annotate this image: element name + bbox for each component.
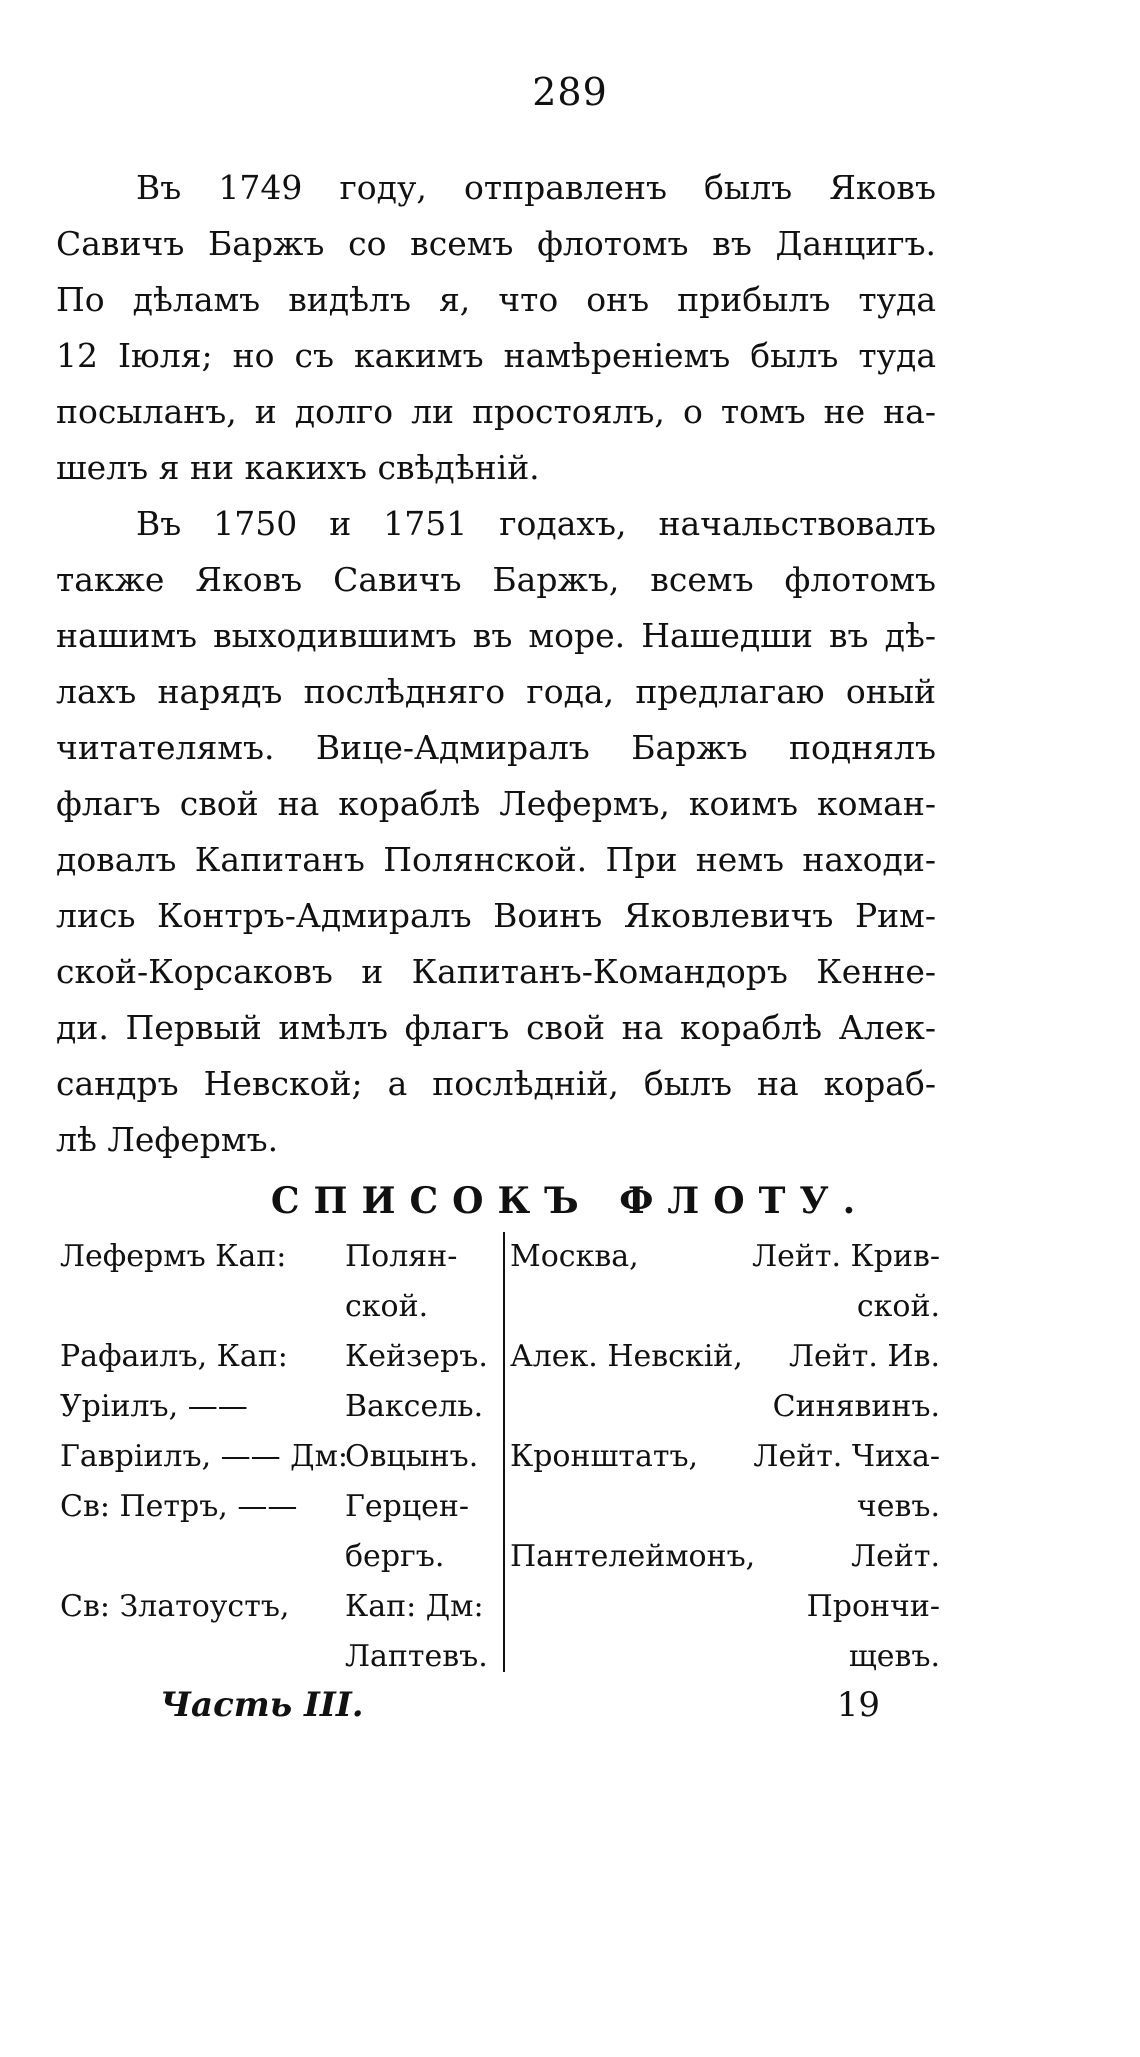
text-line: посыланъ, и долго ли простоялъ, о томъ не на- [56,392,936,431]
text-line: лахъ нарядъ послѣдняго года, предлагаю оный [56,672,936,711]
ship-name: Рафаилъ, Кап: [60,1339,288,1374]
signature-mark: 19 [836,1685,880,1725]
fleet-row [510,1332,940,1382]
fleet-row [60,1632,500,1682]
ship-name: Москва, [510,1239,639,1274]
commander-name: ской. [856,1289,940,1324]
text-line: Савичъ Баржъ со всемъ флотомъ въ Данцигъ. [56,224,936,263]
text-line: 12 Іюля; но съ какимъ намѣреніемъ былъ туда [56,336,936,375]
commander-name: Лейт. Ив. [788,1339,940,1374]
column-divider [503,1232,505,1672]
fleet-row [510,1482,940,1532]
fleet-row [510,1532,940,1582]
ship-name: Лефермъ Кап: [60,1239,287,1274]
paragraph-1 [56,160,936,496]
body-text [56,160,936,1168]
ship-name: Св: Златоустъ, [60,1589,290,1624]
fleet-list-table [60,1232,940,1677]
fleet-row [510,1582,940,1632]
ship-name: Св: Петръ, —— [60,1489,298,1524]
fleet-row [60,1532,500,1582]
fleet-list-title: СПИСОКЪ ФЛОТУ. [270,1180,870,1222]
fleet-row [60,1582,500,1632]
text-line: Въ 1750 и 1751 годахъ, начальствовалъ [136,504,936,543]
text-line: лись Контръ-Адмиралъ Воинъ Яковлевичъ Рим- [56,896,936,935]
fleet-row [60,1482,500,1532]
text-line: нашимъ выходившимъ въ море. Нашедши въ дѣ- [56,616,936,655]
ship-name: Алек. Невскій, [510,1339,743,1374]
text-line: ди. Первый имѣлъ флагъ свой на кораблѣ Алек- [56,1008,936,1047]
fleet-row [60,1382,500,1432]
commander-name: Кап: Дм: [345,1589,484,1624]
text-line: лѣ Лефермъ. [56,1120,279,1159]
commander-name: щевъ. [848,1639,940,1674]
commander-name: чевъ. [856,1489,940,1524]
fleet-row [60,1432,500,1482]
commander-name: Лейт. Крив- [752,1239,940,1274]
commander-name: Полян- [345,1239,458,1274]
commander-name: Прончи- [806,1589,940,1624]
commander-name: Овцынъ. [345,1439,479,1474]
commander-name: Ваксель. [345,1389,484,1424]
commander-name: бергъ. [345,1539,445,1574]
commander-name: ской. [345,1289,429,1324]
text-line: также Яковъ Савичъ Баржъ, всемъ флотомъ [56,560,936,599]
commander-name: Синявинъ. [772,1389,940,1424]
commander-name: Кейзеръ. [345,1339,488,1374]
paragraph-2 [56,496,936,1168]
text-line: ской-Корсаковъ и Капитанъ-Командоръ Кенне- [56,952,936,991]
fleet-row [510,1382,940,1432]
part-label: Часть III. [160,1685,364,1725]
fleet-row [510,1432,940,1482]
page-footer [160,1685,880,1735]
ship-name: Уріилъ, —— [60,1389,248,1424]
commander-name: Герцен- [345,1489,469,1524]
fleet-list-left-column [60,1232,500,1682]
text-line: флагъ свой на кораблѣ Лефермъ, коимъ коман- [56,784,936,823]
commander-name: Лаптевъ. [345,1639,488,1674]
text-line: довалъ Капитанъ Полянской. При немъ находи- [56,840,936,879]
commander-name: Лейт. Чиха- [753,1439,940,1474]
commander-name: Лейт. [851,1539,940,1574]
text-line: шелъ я ни какихъ свѣдѣній. [56,448,540,487]
fleet-row [60,1282,500,1332]
fleet-list-right-column [510,1232,940,1682]
text-line: читателямъ. Вице-Адмиралъ Баржъ поднялъ [56,728,936,767]
text-line: Въ 1749 году, отправленъ былъ Яковъ [136,168,936,207]
fleet-row [510,1282,940,1332]
ship-name: Гавріилъ, —— Дм: [60,1439,349,1474]
text-line: сандръ Невской; а послѣдній, былъ на кораб- [56,1064,936,1103]
fleet-row [60,1332,500,1382]
fleet-row [510,1632,940,1682]
page-number: 289 [532,70,608,114]
fleet-row [60,1232,500,1282]
ship-name: Пантелеймонъ, [510,1539,756,1574]
text-line: По дѣламъ видѣлъ я, что онъ прибылъ туда [56,280,936,319]
ship-name: Кронштатъ, [510,1439,699,1474]
fleet-row [510,1232,940,1282]
